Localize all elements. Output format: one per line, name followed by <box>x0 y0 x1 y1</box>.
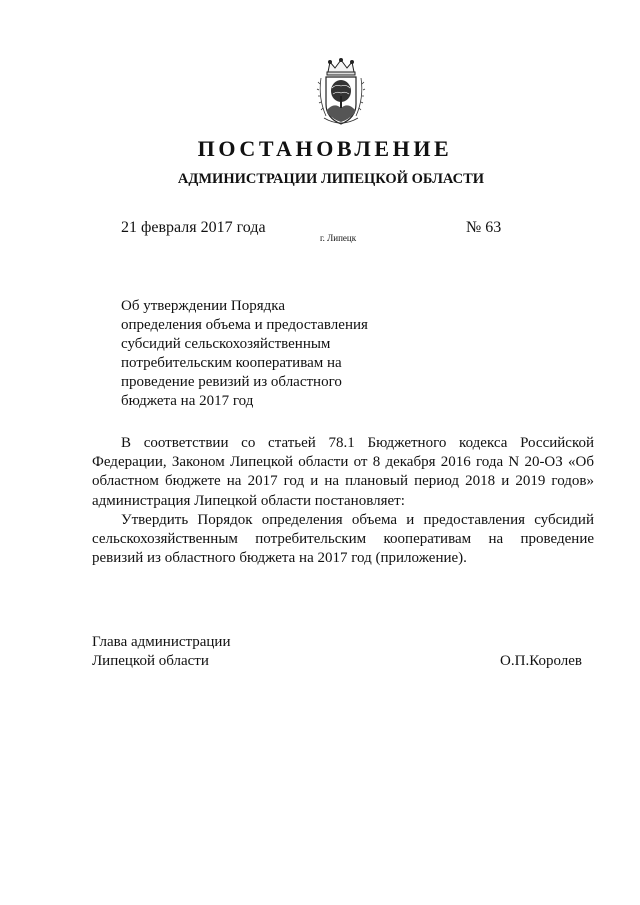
subject-line: потребительским кооперативам на <box>121 355 342 371</box>
document-city: г. Липецк <box>320 233 357 243</box>
document-subject <box>121 297 401 411</box>
subject-line: Об утверждении Порядка <box>121 298 285 314</box>
signature-block <box>92 633 582 671</box>
document-body <box>92 434 594 568</box>
document-title: ПОСТАНОВЛЕНИЕ <box>197 136 453 161</box>
signatory-region: Липецкой области <box>92 653 209 669</box>
body-paragraph-resolution: Утвердить Порядок определения объема и предоставления субсидий сельскохозяйственным потребительским кооперативам на проведение ревизий из областного бюджета на 2017 год (приложение). <box>92 511 594 567</box>
subject-line: проведение ревизий из областного <box>121 374 342 390</box>
document-date: 21 февраля 2017 года <box>121 219 266 236</box>
subject-line: определения объема и предоставления <box>121 317 368 333</box>
document-issuer: АДМИНИСТРАЦИИ ЛИПЕЦКОЙ ОБЛАСТИ <box>177 171 485 187</box>
body-paragraph-preamble: В соответствии со статьей 78.1 Бюджетного кодекса Российской Федерации, Законом Липецкой области от 8 декабря 2016 года N 20-ОЗ «Об областном бюджете на 2017 год и на плановый период 2018 и 2019 годов» администрация Липецкой области постановляет: <box>92 435 594 509</box>
signatory-position: Глава администрации <box>92 634 231 650</box>
coat-of-arms-icon <box>316 58 366 128</box>
subject-line: бюджета на 2017 год <box>121 393 254 409</box>
subject-line: субсидий сельскохозяйственным <box>121 336 331 352</box>
document-number: № 63 <box>466 219 502 236</box>
signatory-name: О.П.Королев <box>500 653 582 669</box>
signatory-region-line <box>92 652 582 671</box>
